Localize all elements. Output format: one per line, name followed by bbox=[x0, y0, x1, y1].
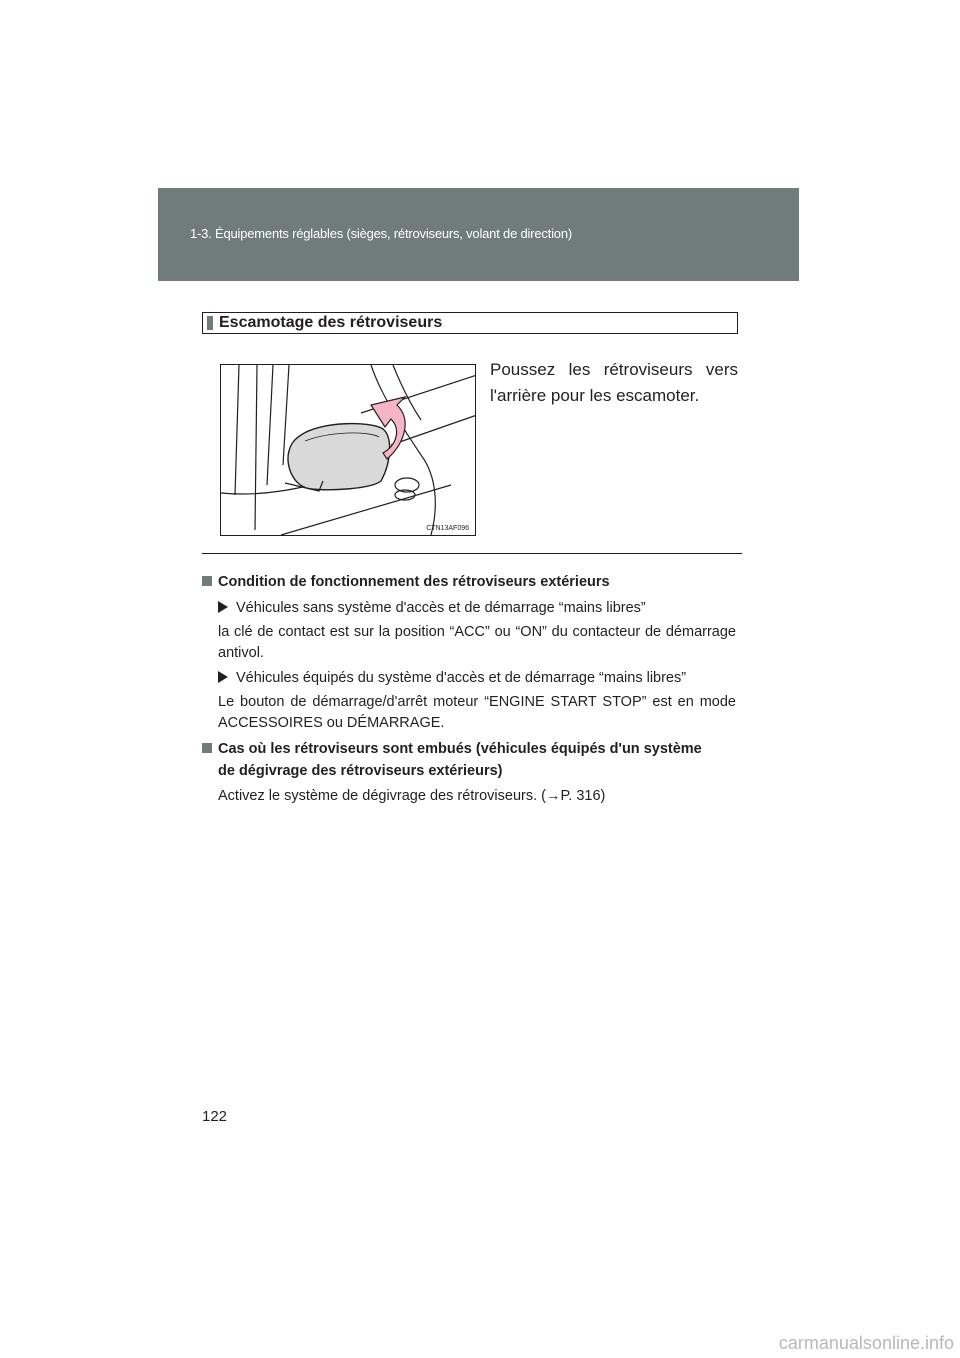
note-marker-icon bbox=[202, 576, 212, 586]
section-divider bbox=[202, 553, 742, 554]
note-marker-icon bbox=[202, 743, 212, 753]
section-title-box bbox=[202, 312, 738, 334]
title-marker bbox=[207, 316, 213, 330]
note-fogged-title: Cas où les rétroviseurs sont embués (véhicules équipés d'un système de dégivrage des rétroviseurs extérieurs) bbox=[202, 738, 736, 782]
mirror-drawing bbox=[221, 365, 476, 536]
section-title: Escamotage des rétroviseurs bbox=[219, 314, 443, 331]
reference-arrow-icon: → bbox=[546, 788, 561, 804]
bullet-arrow-icon bbox=[218, 671, 228, 683]
figure-code: CTN13AF096 bbox=[426, 525, 469, 532]
case-with-smart-key: Véhicules équipés du système d'accès et de démarrage “mains libres” bbox=[218, 667, 686, 689]
bullet-arrow-icon bbox=[218, 601, 228, 613]
page-reference-link[interactable]: P. 316) bbox=[560, 788, 606, 804]
case-without-smart-key: Véhicules sans système d'accès et de démarrage “mains libres” bbox=[218, 597, 646, 619]
chapter-title: 1-3. Équipements réglables (sièges, rétroviseurs, volant de direction) bbox=[190, 226, 572, 241]
mirror-folding-illustration bbox=[220, 364, 476, 536]
chapter-header bbox=[158, 188, 799, 281]
page-number: 122 bbox=[202, 1108, 228, 1125]
watermark: carmanualsonline.info bbox=[778, 1333, 954, 1353]
note-operating-title: Condition de fonctionnement des rétroviseurs extérieurs bbox=[202, 571, 736, 593]
note-fogged-text: Activez le système de dégivrage des rétroviseurs. (→P. 316) bbox=[218, 788, 606, 804]
fold-instruction: Poussez les rétroviseurs vers l'arrière pour les escamoter. bbox=[490, 360, 738, 405]
case-with-smart-key-text: Le bouton de démarrage/d'arrêt moteur “ENGINE START STOP” est en mode ACCESSOIRES ou DÉMARRAGE. bbox=[218, 694, 736, 731]
case-without-smart-key-text: la clé de contact est sur la position “ACC” ou “ON” du contacteur de démarrage antivol. bbox=[218, 624, 736, 661]
